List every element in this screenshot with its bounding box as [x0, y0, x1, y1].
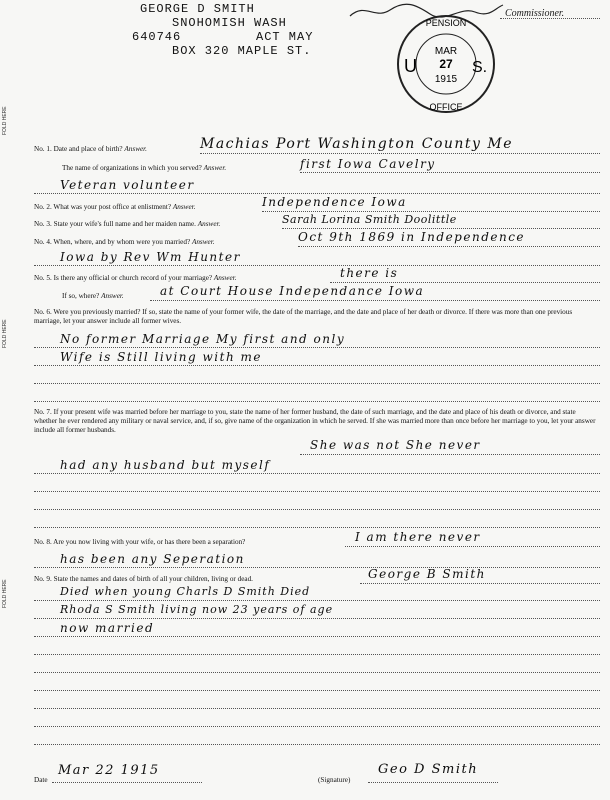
- fold-label-bottom: FOLD HERE: [2, 579, 8, 608]
- signature-value: Geo D Smith: [378, 762, 479, 777]
- q5-where-label: If so, where? Answer.: [62, 292, 124, 300]
- a9-line-2: Died when young Charls D Smith Died: [60, 585, 311, 598]
- a4-line-2: Iowa by Rev Wm Hunter: [60, 250, 241, 264]
- q5-label: No. 5. Is there any official or church record of your marriage? Answer.: [34, 274, 237, 282]
- q4-label: No. 4. When, where, and by whom were you married? Answer.: [34, 238, 215, 246]
- a8-line-2: has been any Seperation: [60, 552, 245, 566]
- a5-record: there is: [340, 266, 399, 280]
- a6-line-2: Wife is Still living with me: [60, 350, 262, 364]
- a9-line-4: now married: [60, 621, 155, 635]
- a9-line-1: George B Smith: [368, 567, 486, 581]
- stamp-top: PENSION: [425, 18, 467, 28]
- q7-label: No. 7. If your present wife was married before her marriage to you, state the name of her former husband, the date of such marriage, and the date and place of his death or divorce, and state whether he ever rendered any military or naval service, and, if so, give name of the organization in which he served. If she was married more than once before her marriage to you, let your answer include all former husbands.: [34, 408, 596, 434]
- q6-label: No. 6. Were you previously married? If so, state the name of your former wife, the date of the marriage, and the date and place of her death or divorce. If there was more than one previous marriage, let your answer include all former wives.: [34, 308, 573, 325]
- a6-line-1: No former Marriage My first and only: [60, 332, 346, 346]
- commissioner-label: Commissioner.: [505, 8, 565, 19]
- stamp-right: S.: [472, 59, 488, 76]
- fold-label-middle: FOLD HERE: [2, 319, 8, 348]
- header-act: ACT MAY: [256, 30, 314, 44]
- header-address: BOX 320 MAPLE ST.: [172, 44, 312, 58]
- a1-org-1: first Iowa Cavelry: [300, 157, 436, 171]
- q9-label: No. 9. State the names and dates of birth of all your children, living or dead.: [34, 575, 253, 583]
- header-name: GEORGE D SMITH: [140, 2, 255, 16]
- date-value: Mar 22 1915: [58, 763, 160, 778]
- header-place: SNOHOMISH WASH: [172, 16, 287, 30]
- a9-line-3: Rhoda S Smith living now 23 years of age: [60, 603, 334, 616]
- stamp-year: 1915: [434, 74, 458, 85]
- stamp-bottom: OFFICE: [429, 102, 463, 112]
- a4-line-1: Oct 9th 1869 in Independence: [298, 230, 526, 244]
- postmark-stamp: [392, 10, 500, 118]
- header-file-number: 640746: [132, 30, 182, 44]
- q2-label: No. 2. What was your post office at enlistment? Answer.: [34, 203, 196, 211]
- q8-label: No. 8. Are you now living with your wife, or has there been a separation?: [34, 538, 246, 546]
- a8-line-1: I am there never: [355, 530, 481, 544]
- q1-org-label: The name of organizations in which you served? Answer.: [62, 164, 227, 172]
- q3-label: No. 3. State your wife's full name and her maiden name. Answer.: [34, 220, 221, 228]
- a1-org-2: Veteran volunteer: [60, 178, 195, 192]
- a7-line-1: She was not She never: [310, 438, 481, 452]
- commissioner-line: [500, 18, 600, 19]
- a1-birth: Machias Port Washington County Me: [200, 136, 514, 152]
- fold-label-top: FOLD HERE: [2, 106, 8, 135]
- signature-label: (Signature): [318, 776, 351, 784]
- a2-post-office: Independence Iowa: [262, 195, 407, 209]
- a5-where: at Court House Independance Iowa: [160, 284, 425, 298]
- stamp-month: MAR: [434, 46, 458, 57]
- stamp-left: U: [404, 56, 417, 76]
- a3-wife-name: Sarah Lorina Smith Doolittle: [282, 213, 457, 226]
- a7-line-2: had any husband but myself: [60, 458, 271, 472]
- stamp-day: 27: [439, 57, 453, 71]
- q1-label: No. 1. Date and place of birth? Answer.: [34, 145, 147, 153]
- date-label: Date: [34, 776, 48, 784]
